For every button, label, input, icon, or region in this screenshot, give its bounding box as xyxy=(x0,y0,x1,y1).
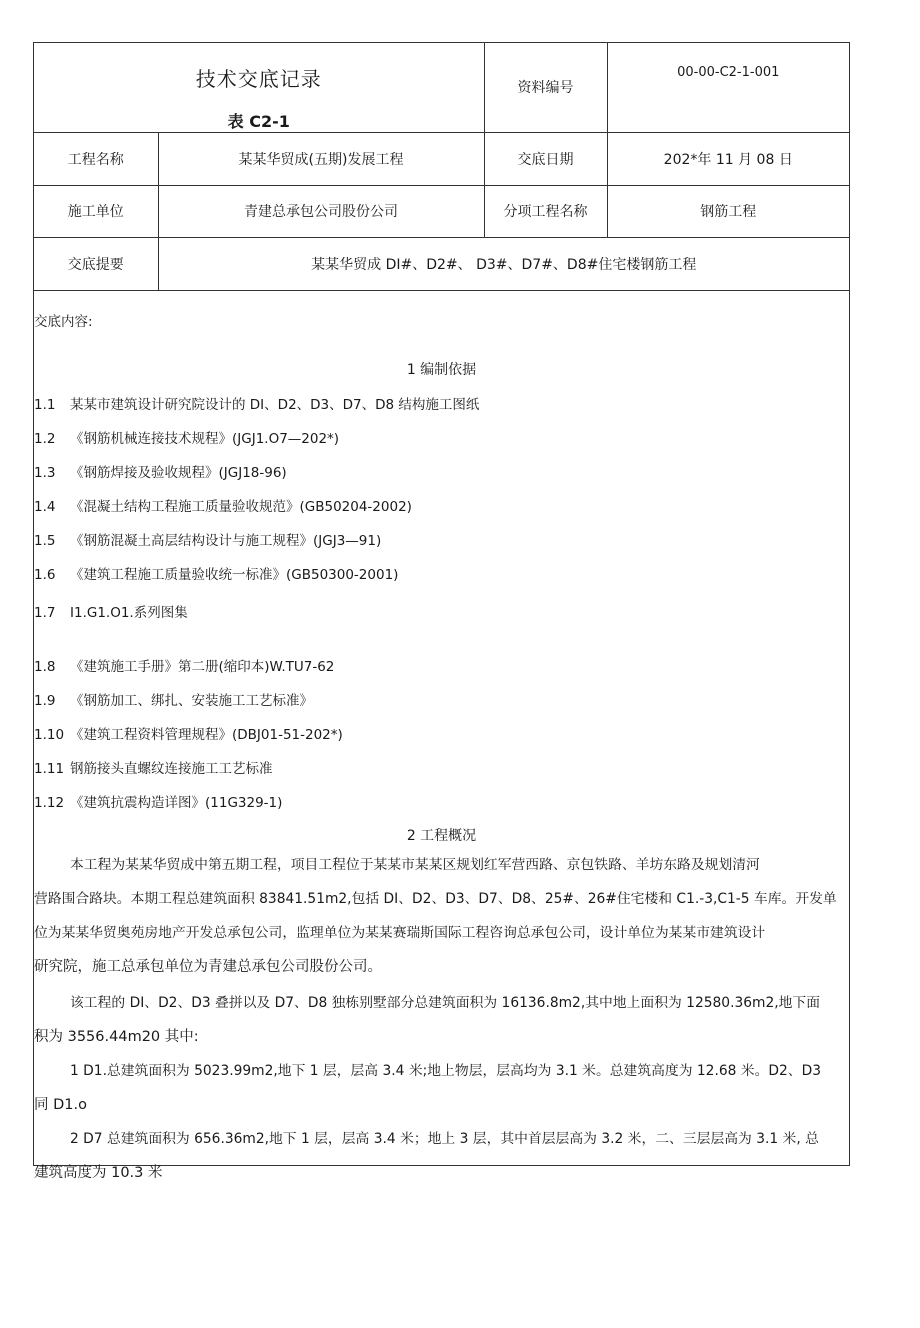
construction-unit-value: 青建总承包公司股份公司 xyxy=(158,185,484,237)
basis-item: 1.5 《钢筋混凝土高层结构设计与施工规程》(JGJ3—91) xyxy=(34,533,382,549)
section-title-basis: 1 编制依据 xyxy=(406,362,477,378)
construction-unit-label: 施工单位 xyxy=(34,185,158,237)
basis-item: 1.10 《建筑工程资料管理规程》(DBJ01-51-202*) xyxy=(34,727,343,743)
project-name-value: 某某华贸成(五期)发展工程 xyxy=(158,132,484,185)
basis-item: 1.2 《钢筋机械连接技术规程》(JGJ1.O7—202*) xyxy=(34,431,340,447)
disclosure-date-value: 202*年 11 月 08 日 xyxy=(607,132,849,185)
summary-label: 交底提要 xyxy=(34,237,158,290)
form-header-table xyxy=(34,43,849,291)
doc-no-label: 资料编号 xyxy=(484,43,607,132)
section-title-overview: 2 工程概况 xyxy=(406,828,477,844)
form-title: 技术交底记录 xyxy=(195,67,322,91)
disclosure-date-label: 交底日期 xyxy=(484,132,607,185)
basis-item: 1.11 钢筋接头直螺纹连接施工工艺标准 xyxy=(34,761,273,777)
overview-paragraph-4: 2 D7 总建筑面积为 656.36m2,地下 1 层，层高 3.4 米；地上 3 层，其中首层层高为 3.2 米，二、三层层高为 3.1 米, 总 建筑高度为 10.3 米 xyxy=(34,1131,819,1181)
summary-value: 某某华贸成 DI#、D2#、 D3#、D7#、D8#住宅楼钢筋工程 xyxy=(158,237,849,290)
overview-paragraph-3: 1 D1.总建筑面积为 5023.99m2,地下 1 层，层高 3.4 米;地上物层，层高均为 3.1 米。总建筑高度为 12.68 米。D2、D3 同 D1.o xyxy=(34,1063,821,1113)
basis-item: 1.9 《钢筋加工、绑扎、安装施工工艺标准》 xyxy=(34,693,313,709)
basis-item: 1.3 《钢筋焊接及验收规程》(JGJ18-96) xyxy=(34,465,287,481)
basis-item: 1.4 《混凝土结构工程施工质量验收规范》(GB50204-2002) xyxy=(34,499,412,515)
doc-no-value: 00-00-C2-1-001 xyxy=(677,65,780,80)
basis-item: 1.1 某某市建筑设计研究院设计的 DI、D2、D3、D7、D8 结构施工图纸 xyxy=(34,397,480,413)
basis-item: 1.12 《建筑抗震构造详图》(11G329-1) xyxy=(34,795,283,811)
subitem-name-value: 钢筋工程 xyxy=(607,185,849,237)
content-intro-label: 交底内容: xyxy=(34,314,93,330)
project-name-label: 工程名称 xyxy=(34,132,158,185)
form-number: 表 C2-1 xyxy=(227,112,290,131)
technical-disclosure-form xyxy=(33,42,850,1181)
subitem-name-label: 分项工程名称 xyxy=(484,185,607,237)
doc-no-cell xyxy=(607,43,849,132)
title-cell xyxy=(34,43,484,132)
basis-item: 1.6 《建筑工程施工质量验收统一标准》(GB50300-2001) xyxy=(34,567,399,583)
overview-paragraph-2: 该工程的 DI、D2、D3 叠拼以及 D7、D8 独栋别墅部分总建筑面积为 16136.8m2,其中地上面积为 12580.36m2,地下面 积为 3556.44m20 其中: xyxy=(34,995,821,1045)
overview-paragraph-1: 本工程为某某华贸成中第五期工程，项目工程位于某某市某某区规划红军营西路、京包铁路、羊坊东路及规划清河 营路围合路块。本期工程总建筑面积 83841.51m2,包括 DI、D2、D3、D7、D8、25#、26#住宅楼和 C1.-3,C1-5 车库。开发单 位为某某华贸奥苑房地产开发总承包公司，监理单位为某某赛瑞斯国际工程咨询总承包公司，设计单位为某某市建筑设计 研究院，施工总承包单位为青建总承包公司股份公司。 xyxy=(34,857,837,975)
basis-item: 1.7 I1.G1.O1.系列图集 xyxy=(34,605,188,621)
basis-item: 1.8 《建筑施工手册》第二册(缩印本)W.TU7-62 xyxy=(34,659,335,675)
